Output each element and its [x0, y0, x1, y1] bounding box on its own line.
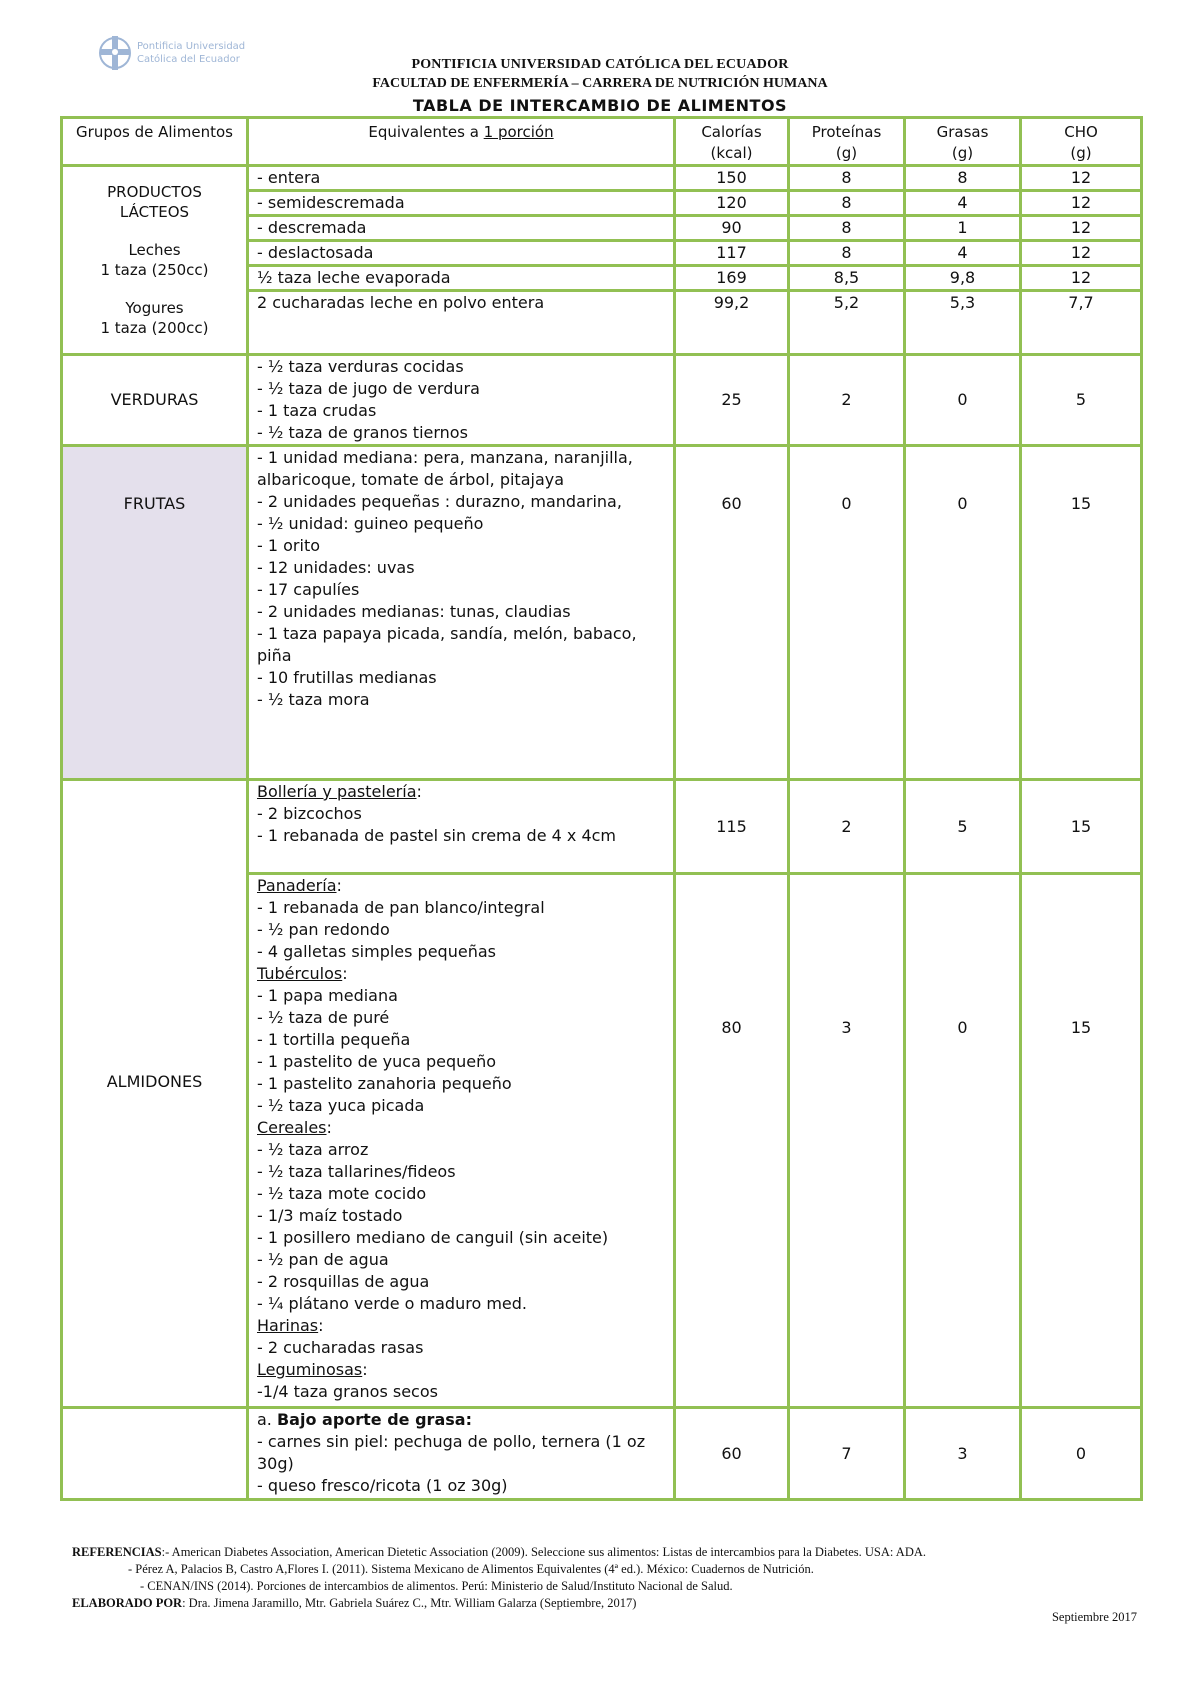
- fat-cell: 1: [905, 216, 1021, 241]
- cho-cell: 0: [1021, 1408, 1142, 1500]
- list-item: - 2 unidades medianas: tunas, claudias: [257, 602, 571, 621]
- calories-cell: 25: [675, 355, 789, 446]
- cho-cell: 12: [1021, 241, 1142, 266]
- header-cal-label: Calorías: [701, 123, 762, 141]
- group-almidones: ALMIDONES: [62, 780, 248, 1408]
- leches-portion: 1 taza (250cc): [100, 261, 209, 279]
- protein-cell: 8: [789, 216, 905, 241]
- list-item: - 2 unidades pequeñas : durazno, mandarina,: [257, 492, 622, 511]
- subgroup-title: Cereales:: [257, 1118, 332, 1137]
- list-item: - 1 unidad mediana: pera, manzana, naranjilla, albaricoque, tomate de árbol, pitajaya: [257, 448, 633, 489]
- fat-cell: 8: [905, 166, 1021, 191]
- subgroup-title: [257, 1409, 670, 1431]
- list-item: - ½ taza arroz: [257, 1140, 369, 1159]
- reference-line-1: [72, 1544, 926, 1561]
- equiv-cell: [248, 1408, 675, 1500]
- cereales-title: Cereales: [257, 1118, 327, 1137]
- header-fats: [905, 118, 1021, 166]
- list-item: - 1 tortilla pequeña: [257, 1030, 411, 1049]
- author-line: [72, 1595, 926, 1612]
- carnes-title: Bajo aporte de grasa:: [276, 1410, 472, 1429]
- subgroup-title: Leguminosas:: [257, 1360, 368, 1379]
- header-equivalents: [248, 118, 675, 166]
- list-item: - 1 taza papaya picada, sandía, melón, babaco, piña: [257, 624, 637, 665]
- group-lacteos-line-1: PRODUCTOS: [107, 183, 202, 201]
- reference-1-text: :- American Diabetes Association, American Dietetic Association (2009). Seleccione sus alimentos: Listas de intercambios para la Diabetes. USA: ADA.: [161, 1545, 927, 1559]
- list-item: - ½ taza mora: [257, 690, 370, 709]
- cho-cell: 12: [1021, 191, 1142, 216]
- list-item: - ½ pan de agua: [257, 1250, 389, 1269]
- cho-cell: 15: [1021, 874, 1142, 1408]
- group-frutas: FRUTAS: [62, 446, 248, 780]
- protein-cell: 8: [789, 166, 905, 191]
- header-group-label: Grupos de Alimentos: [76, 123, 233, 141]
- list-item: - 1/3 maíz tostado: [257, 1206, 403, 1225]
- exchange-table: [60, 116, 1143, 1501]
- fat-cell: 0: [905, 874, 1021, 1408]
- protein-cell: 0: [789, 446, 905, 780]
- header-equiv-label: Equivalentes a: [368, 123, 484, 141]
- calories-cell: 90: [675, 216, 789, 241]
- group-carnes-empty: [62, 1408, 248, 1500]
- list-item: - ½ unidad: guineo pequeño: [257, 514, 484, 533]
- header-calories: [675, 118, 789, 166]
- list-item: - 2 rosquillas de agua: [257, 1272, 430, 1291]
- cho-cell: 12: [1021, 266, 1142, 291]
- tuberculos-title: Tubérculos: [257, 964, 343, 983]
- list-item: - 1 rebanada de pan blanco/integral: [257, 898, 545, 917]
- header-cho: [1021, 118, 1142, 166]
- subgroup-title: Bollería y pastelería:: [257, 782, 422, 801]
- header-fat-label: Grasas: [936, 123, 989, 141]
- list-item: - 1 rebanada de pastel sin crema de 4 x 4cm: [257, 826, 616, 845]
- protein-cell: 7: [789, 1408, 905, 1500]
- list-item: - 1 orito: [257, 536, 320, 555]
- list-item: -1/4 taza granos secos: [257, 1382, 438, 1401]
- header-prot-unit: (g): [835, 144, 858, 162]
- author-text: : Dra. Jimena Jaramillo, Mtr. Gabriela Suárez C., Mtr. William Galarza (Septiembre, 2017): [182, 1596, 637, 1610]
- table-row: [62, 1408, 1142, 1500]
- list-item: - 17 capulíes: [257, 580, 360, 599]
- equiv-cell: - semidescremada: [248, 191, 675, 216]
- equiv-cell: - descremada: [248, 216, 675, 241]
- list-item: - 1 posillero mediano de canguil (sin aceite): [257, 1228, 609, 1247]
- protein-cell: 2: [789, 355, 905, 446]
- list-item: - ½ taza de granos tiernos: [257, 423, 468, 442]
- protein-cell: 3: [789, 874, 905, 1408]
- document-date: Septiembre 2017: [1051, 1610, 1137, 1624]
- calories-cell: 80: [675, 874, 789, 1408]
- references-label: REFERENCIAS: [72, 1545, 162, 1559]
- list-item: - ½ taza tallarines/fideos: [257, 1162, 456, 1181]
- list-item: - 10 frutillas medianas: [257, 668, 437, 687]
- fat-cell: 0: [905, 446, 1021, 780]
- fat-cell: 5,3: [905, 291, 1021, 355]
- table-row: [62, 446, 1142, 780]
- equiv-cell: - deslactosada: [248, 241, 675, 266]
- cho-cell: 7,7: [1021, 291, 1142, 355]
- protein-cell: 8,5: [789, 266, 905, 291]
- list-item: - 4 galletas simples pequeñas: [257, 942, 496, 961]
- equiv-cell: [248, 874, 675, 1408]
- header-cho-label: CHO: [1064, 123, 1098, 141]
- equiv-cell: - entera: [248, 166, 675, 191]
- panaderia-title: Panadería: [257, 876, 337, 895]
- group-lacteos: [62, 166, 248, 355]
- protein-cell: 8: [789, 191, 905, 216]
- carnes-prefix: a.: [257, 1410, 277, 1429]
- protein-cell: 8: [789, 241, 905, 266]
- subgroup-title: Harinas:: [257, 1316, 324, 1335]
- protein-cell: 5,2: [789, 291, 905, 355]
- calories-cell: 115: [675, 780, 789, 874]
- harinas-title: Harinas: [257, 1316, 319, 1335]
- list-item: - carnes sin piel: pechuga de pollo, ternera (1 oz 30g): [257, 1432, 646, 1473]
- group-verduras: VERDURAS: [62, 355, 248, 446]
- list-item: - 2 bizcochos: [257, 804, 362, 823]
- list-item: - ½ taza yuca picada: [257, 1096, 425, 1115]
- list-item: - ½ pan redondo: [257, 920, 390, 939]
- subgroup-title: Tubérculos:: [257, 964, 348, 983]
- table-row: [62, 780, 1142, 874]
- subgroup-title: Panadería:: [257, 876, 342, 895]
- equiv-cell: [248, 446, 675, 780]
- calories-cell: 117: [675, 241, 789, 266]
- equiv-cell: ½ taza leche evaporada: [248, 266, 675, 291]
- protein-cell: 2: [789, 780, 905, 874]
- fat-cell: 5: [905, 780, 1021, 874]
- header-group: [62, 118, 248, 166]
- list-item: - 1 taza crudas: [257, 401, 377, 420]
- yogures-label: Yogures: [125, 299, 184, 317]
- logo-line-2: Católica del Ecuador: [137, 54, 240, 65]
- list-item: - ½ taza de puré: [257, 1008, 390, 1027]
- fat-cell: 4: [905, 191, 1021, 216]
- leguminosas-title: Leguminosas: [257, 1360, 363, 1379]
- header-prot-label: Proteínas: [811, 123, 882, 141]
- fat-cell: 4: [905, 241, 1021, 266]
- list-item: - 1 pastelito de yuca pequeño: [257, 1052, 497, 1071]
- list-item: - 12 unidades: uvas: [257, 558, 415, 577]
- equiv-cell: [248, 780, 675, 874]
- faculty-name: FACULTAD DE ENFERMERÍA – CARRERA DE NUTRICIÓN HUMANA: [372, 76, 828, 91]
- calories-cell: 60: [675, 446, 789, 780]
- logo-line-1: Pontificia Universidad: [137, 41, 246, 52]
- document-title: TABLA DE INTERCAMBIO DE ALIMENTOS: [412, 96, 788, 115]
- equiv-cell: [248, 355, 675, 446]
- cho-cell: 5: [1021, 355, 1142, 446]
- table-row: [62, 166, 1142, 191]
- list-item: - ½ taza de jugo de verdura: [257, 379, 480, 398]
- cho-cell: 15: [1021, 446, 1142, 780]
- list-item: - ½ taza mote cocido: [257, 1184, 427, 1203]
- university-name: PONTIFICIA UNIVERSIDAD CATÓLICA DEL ECUADOR: [411, 57, 789, 72]
- fat-cell: 9,8: [905, 266, 1021, 291]
- group-lacteos-line-2: LÁCTEOS: [119, 203, 190, 221]
- header-equiv-portion: 1 porción: [483, 123, 554, 141]
- cho-cell: 15: [1021, 780, 1142, 874]
- equiv-cell: 2 cucharadas leche en polvo entera: [248, 291, 675, 355]
- header-cho-unit: (g): [1070, 144, 1092, 162]
- calories-cell: 60: [675, 1408, 789, 1500]
- calories-cell: 99,2: [675, 291, 789, 355]
- yogures-portion: 1 taza (200cc): [100, 319, 209, 337]
- cho-cell: 12: [1021, 166, 1142, 191]
- header-cal-unit: (kcal): [710, 144, 753, 162]
- reference-line-3: - CENAN/INS (2014). Porciones de intercambios de alimentos. Perú: Ministerio de Salud/Instituto Nacional de Salud.: [140, 1579, 733, 1593]
- list-item: - ¼ plátano verde o maduro med.: [257, 1294, 527, 1313]
- header-proteins: [789, 118, 905, 166]
- header-fat-unit: (g): [951, 144, 974, 162]
- references: [72, 1544, 926, 1612]
- reference-line-2: - Pérez A, Palacios B, Castro A,Flores I. (2011). Sistema Mexicano de Alimentos Equivalentes (4ª ed.). México: Cuadernos de Nutrición.: [128, 1562, 814, 1576]
- table-header-row: [62, 118, 1142, 166]
- author-label: ELABORADO POR: [72, 1596, 183, 1610]
- list-item: - ½ taza verduras cocidas: [257, 357, 464, 376]
- bolleria-title: Bollería y pastelería: [257, 782, 417, 801]
- list-item: - 2 cucharadas rasas: [257, 1338, 424, 1357]
- list-item: - 1 pastelito zanahoria pequeño: [257, 1074, 512, 1093]
- table-row: [62, 355, 1142, 446]
- calories-cell: 120: [675, 191, 789, 216]
- fat-cell: 3: [905, 1408, 1021, 1500]
- cho-cell: 12: [1021, 216, 1142, 241]
- calories-cell: 169: [675, 266, 789, 291]
- list-item: - queso fresco/ricota (1 oz 30g): [257, 1476, 508, 1495]
- list-item: - 1 papa mediana: [257, 986, 398, 1005]
- leches-label: Leches: [128, 241, 181, 259]
- calories-cell: 150: [675, 166, 789, 191]
- fat-cell: 0: [905, 355, 1021, 446]
